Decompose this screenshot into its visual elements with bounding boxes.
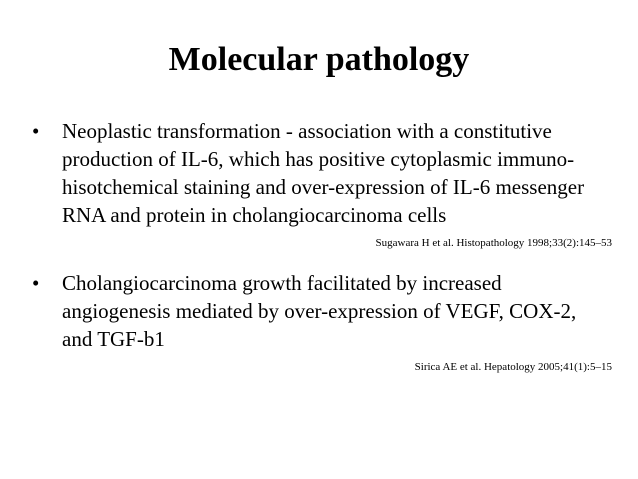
bullet-item [32, 117, 612, 250]
citation: Sugawara H et al. Histopathology 1998;33(2):145–53 [375, 237, 612, 249]
bullet-text: Neoplastic transformation - association with a constitutive production of IL-6, which has positive cytoplasmic immuno- hisotchemical staining and over-expression of IL-6 messenger RNA and protein in cholangiocarcinoma cells [62, 119, 585, 227]
bullet-marker: • [32, 271, 40, 295]
bullet-item [32, 269, 612, 374]
bullet-text: Cholangiocarcinoma growth facilitated by increased angiogenesis mediated by over-expression of VEGF, COX-2, and TGF-b1 [62, 271, 577, 351]
slide-title: Molecular pathology [168, 41, 470, 78]
bullet-row [32, 117, 612, 229]
bullet-marker: • [32, 119, 40, 143]
bullet-row [32, 269, 612, 353]
citation: Sirica AE et al. Hepatology 2005;41(1):5–15 [414, 361, 612, 373]
